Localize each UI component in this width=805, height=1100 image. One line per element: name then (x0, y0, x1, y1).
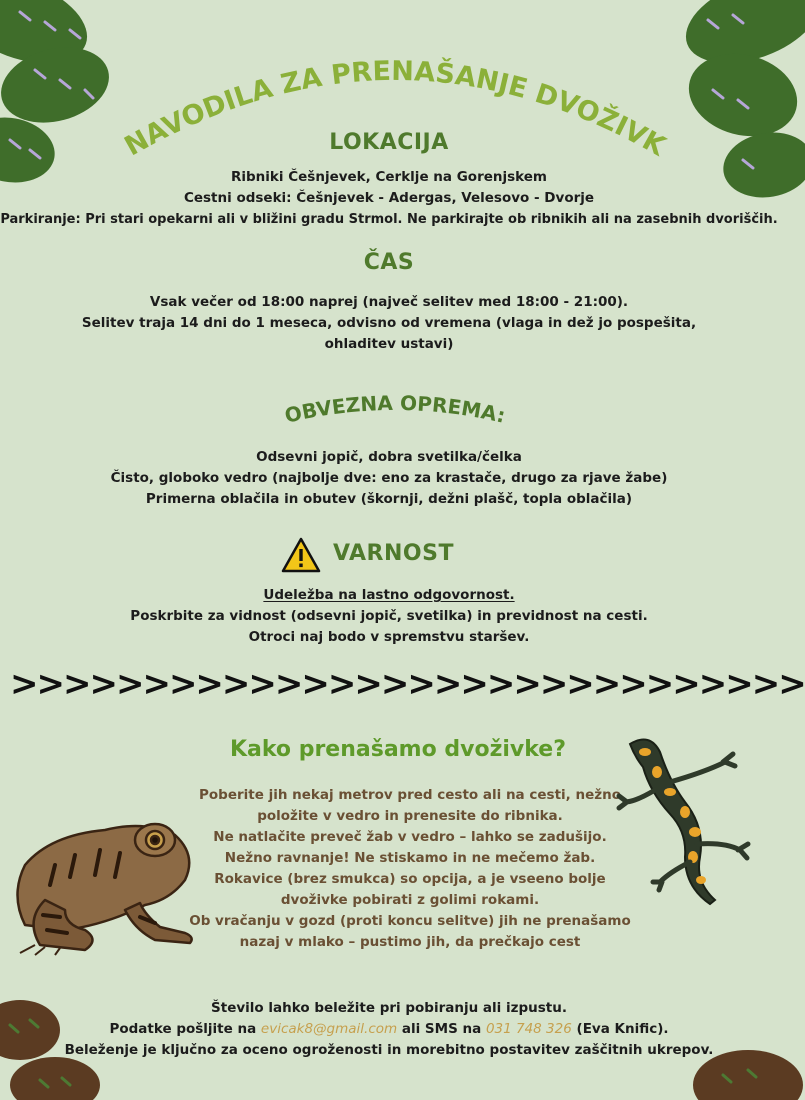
chevron-divider (10, 664, 805, 704)
lokacija-line: Cestni odseki: Češnjevek - Adergas, Velesovo - Dvorje (183, 190, 595, 206)
footer-contact-mid: ali SMS na (397, 1021, 486, 1037)
varnost-line: Poskrbite za vidnost (odsevni jopič, svetilka) in previdnost na cesti. (130, 608, 648, 624)
footer-contact-line (0, 1019, 778, 1040)
lokacija-line: Ribniki Češnjevek, Cerklje na Gorenjskem (231, 169, 547, 185)
kako-line: Ob vračanju v gozd (proti koncu selitve) jih ne prenašamo (189, 913, 631, 929)
footer-section (0, 998, 778, 1061)
footer-contact-suffix: (Eva Knific). (571, 1021, 669, 1037)
lokacija-heading: LOKACIJA (329, 130, 449, 155)
kako-line: položite v vedro in prenesite do ribnika. (257, 808, 563, 824)
chevron-group: >>>>> (274, 664, 408, 704)
lokacija-line: Parkiranje: Pri stari opekarni ali v bližini gradu Strmol. Ne parkirajte ob ribnikih ali na zasebnih dvoriščih. (0, 212, 778, 227)
phone-number: 031 748 326 (485, 1021, 572, 1037)
oprema-line: Čisto, globoko vedro (najbolje dve: eno za krastače, drugo za rjave žabe) (110, 470, 668, 486)
chevron-group: >>>>> (407, 664, 540, 704)
footer-line: Beleženje je ključno za oceno ogroženosti in morebitno postavitev zaščitnih ukrepov. (64, 1042, 714, 1058)
svg-text:OBVEZNA OPREMA: (282, 391, 507, 428)
chevron-group: >>>>> (142, 664, 275, 704)
kako-section (180, 785, 640, 953)
warning-triangle-icon (281, 537, 321, 573)
oprema-heading (250, 385, 540, 435)
chevron-group: >>>>> (10, 664, 143, 704)
varnost-section (0, 585, 778, 648)
kako-line: nazaj v mlako – pustimo jih, da prečkajo cest (239, 934, 581, 950)
page-title-text: NAVODILA ZA PRENAŠANJE DVOŽIVK (119, 55, 671, 163)
chevron-group: >>>>> (539, 664, 673, 704)
cas-line: Vsak večer od 18:00 naprej (največ selitev med 18:00 - 21:00). (149, 294, 629, 310)
email-link[interactable]: evicak8@gmail.com (260, 1021, 398, 1037)
varnost-heading: VARNOST (333, 541, 454, 566)
oprema-line: Primerna oblačila in obutev (škornji, dežni plašč, topla oblačila) (145, 491, 633, 507)
cas-heading: ČAS (363, 250, 415, 275)
cas-line: Selitev traja 14 dni do 1 meseca, odvisno od vremena (vlaga in dež jo pospešita, (81, 315, 697, 331)
varnost-disclaimer: Udeležba na lastno odgovornost. (263, 587, 515, 603)
chevron-group: >>>>> (672, 664, 805, 704)
oprema-heading-text: OBVEZNA OPREMA: (282, 390, 508, 428)
cas-section (0, 292, 778, 355)
footer-line: Število lahko beležite pri pobiranju ali izpustu. (211, 1000, 567, 1016)
cas-line: ohladitev ustavi) (324, 336, 454, 352)
kako-line: Nežno ravnanje! Ne stiskamo in ne mečemo žab. (224, 850, 596, 866)
kako-line: dvoživke pobirati z golimi rokami. (280, 892, 540, 908)
oprema-line: Odsevni jopič, dobra svetilka/čelka (256, 449, 522, 465)
salamander-illustration-icon (615, 732, 765, 907)
oprema-section (0, 447, 778, 510)
lokacija-section (0, 167, 778, 230)
frog-illustration-icon (5, 805, 200, 955)
kako-heading: Kako prenašamo dvoživke? (230, 737, 566, 762)
varnost-line: Otroci naj bodo v spremstvu staršev. (248, 629, 530, 645)
kako-line: Rokavice (brez smukca) so opcija, a je vseeno bolje (214, 871, 606, 887)
footer-contact-prefix: Podatke pošljite na (109, 1021, 261, 1037)
kako-line: Poberite jih nekaj metrov pred cesto ali na cesti, nežno (198, 787, 621, 803)
kako-line: Ne natlačite preveč žab v vedro – lahko se zadušijo. (213, 829, 607, 845)
